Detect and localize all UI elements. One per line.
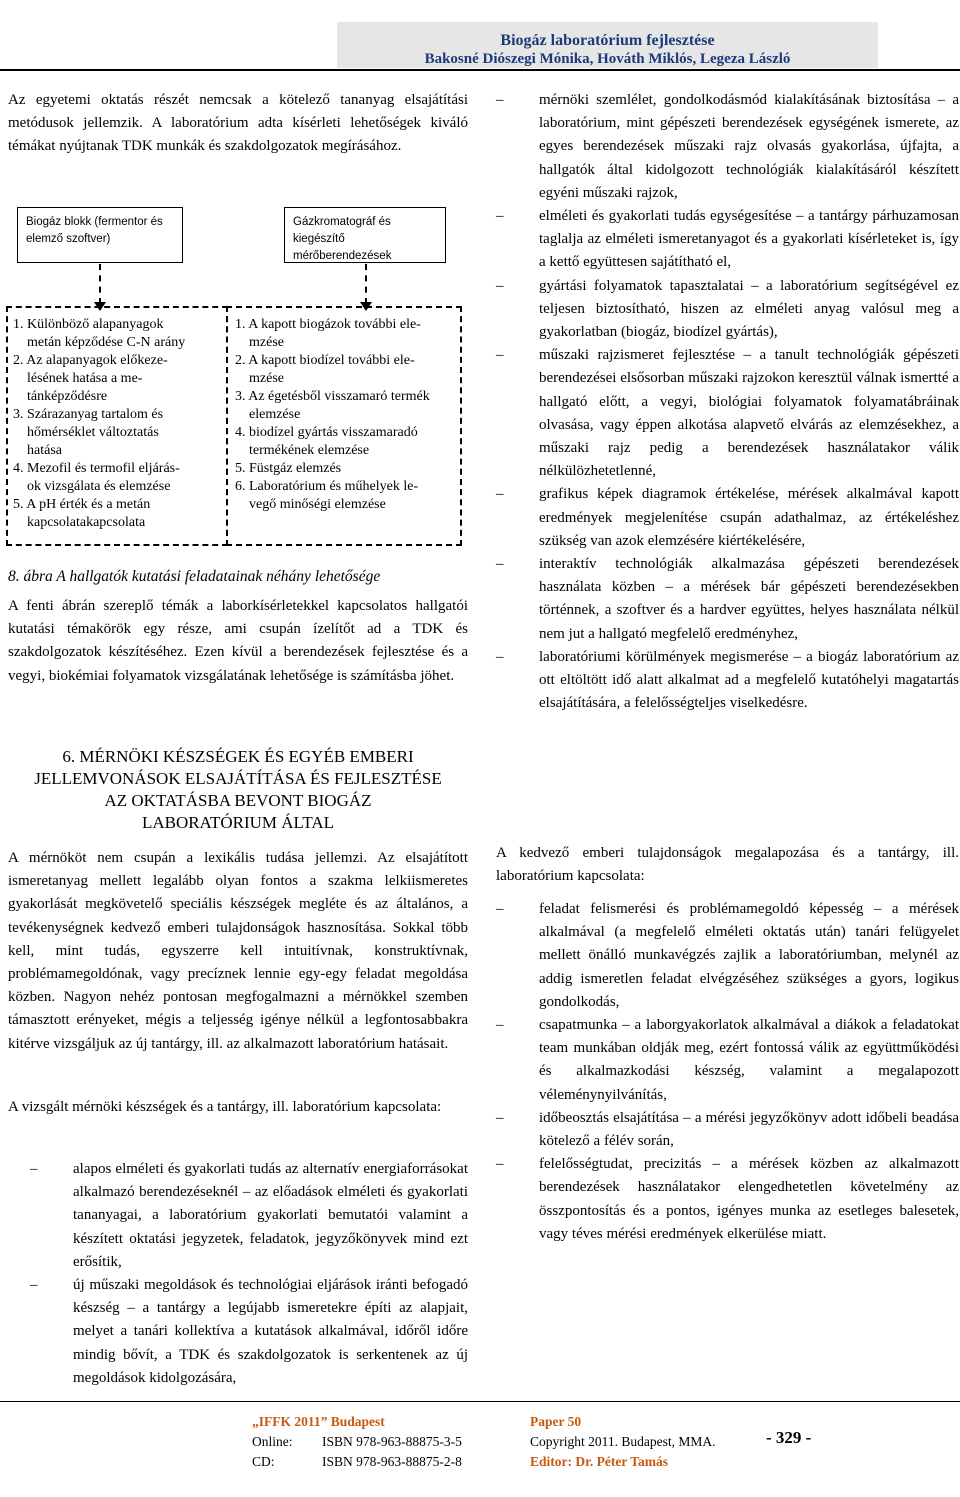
list-item: 6. Laboratórium és műhelyek le- [235, 479, 419, 494]
list-item: 2. A kapott biodízel további ele- [235, 353, 415, 368]
bullet-text: felelősségtudat, precizitás – a mérések közben az alkalmazott berendezések használatakor elengedhetetlen követelmény az összpontosítás és a pontos, igényes munka az esetleges balesetek, vagy téves mérési eredmények elkerülése miatt. [539, 1156, 959, 1242]
footer-cd [252, 1452, 532, 1472]
list-item: – gyártási folyamatok tapasztalatai – a laboratórium segítségével ez teljesen biztosítható, hiszen az elméleti anyag valósul meg a gyakorlatban (biogáz, biodízel gyártás), [496, 277, 959, 341]
list-item: ok vizsgálata és elemzése [27, 479, 171, 494]
list-item: 3. Szárazanyag tartalom és [13, 407, 164, 422]
list-item: metán képződése C-N arány [27, 335, 186, 350]
intro-paragraph: Az egyetemi oktatás részét nemcsak a kötelező tananyag elsajátítási metódusok jellemzik. A laboratórium adta kísérleti lehetőségek kiváló témákat nyújtanak TDK munkák és szakdolgozatok megírásához. [8, 92, 468, 155]
list-item: kapcsolatakapcsolata [27, 515, 146, 530]
list-item: elemzése [249, 407, 301, 422]
list-item: vegő minőségi elemzése [249, 497, 386, 512]
right-bullets-1 [496, 89, 959, 715]
arrow-left-line [99, 264, 101, 304]
footer-cd-label: CD: [252, 1454, 275, 1469]
list-item: – grafikus képek diagramok értékelése, mérések alkalmával kapott eredmények megjelenítése csupán adathalmaz, az értékeléshez szükség van azok elemzésére kiértékelésére, [496, 486, 959, 549]
bullet-text: laboratóriumi körülmények megismerése – a biogáz laboratórium az ott eltöltött idő alatt alkalmat ad a megfelelő kutatóhelyi magatartás elsajátítására, a felelősségteljes viselkedésre. [539, 648, 959, 712]
list-item: – mérnöki szemlélet, gondolkodásmód kialakításának biztosítása – a laboratórium, mint gépészeti berendezések egységének ismerete, az egyes berendezések műszaki rajz olvasás gyakorlása, újfajta, a hallgatók által kidolgozott technológiák kialakításáról készített egyéni műszaki rajzok, [496, 92, 959, 201]
list-item: – feladat felismerési és problémamegoldó képesség – a mérések alkalmával (a megfelelő elméleti oktatás után) tanári felügyelet mellett önálló munkavégzés zajlik a laboratóriumban, melynél az addig ismeretlen feladat elvégzéséhez szükséges a gyors, logikus gondolkodás, [496, 901, 959, 1010]
list-item: 4. biodízel gyártás visszamaradó [235, 425, 418, 440]
left-intro [8, 89, 468, 159]
paragraph: A mérnököt nem csupán a lexikális tudása jellemzi. Az elsajátított ismeretanyag mellett legalább olyan fontos a szakma lelkiismeretes gyakorlását megkövetelő speciális készségek megléte és az általános, a tevékenységnek kedvező emberi tulajdonságok hasznosítása. Sokkal több kell, mint tudás, egyszerre kell intuitívnak, konstruktívnak, problémamegoldónak, vagy precíznek lennie egy-egy feladat megoldása közben. Nagyon nehéz pontosan megfogalmazni a mérnökkel szemben támasztott erényeket, mégis a teljesség igénye nélkül a legfontosabbakra kitérve vizsgáljuk az új tantárgy, ill. az alkalmazott laboratórium hatásait. [8, 850, 468, 1052]
header-rule [0, 69, 960, 71]
diagram-box-biogas: Biogáz blokk (fermentor és elemző szoftver) [17, 207, 183, 263]
right-para [496, 842, 959, 888]
bullet-text: mérnöki szemlélet, gondolkodásmód kialakításának biztosítása – a laboratórium, mint gépészeti berendezések egységének ismerete, az egyes berendezések műszaki rajz olvasás gyakorlása, újfajta, a hallgatók által kidolgozott technológiák kialakításáról készített egyéni műszaki rajzok, [539, 92, 959, 201]
list-item: – elméleti és gyakorlati tudás egységesítése – a tantárgy párhuzamosan taglalja az elméleti ismeretanyagot és a gyakorlati kísérleteket is, így a kettő együttesen sajátítható el, [496, 208, 959, 271]
list-item: lésének hatása a me- [27, 371, 143, 386]
bullet-text: gyártási folyamatok tapasztalatai – a laboratórium segítségével ez teljesen biztosítható, hiszen az elméleti anyag valósul meg a gyakorlatban (biogáz, biodízel gyártás), [539, 277, 959, 341]
bullet-text: grafikus képek diagramok értékelése, mérések alkalmával kapott eredmények megjelenítése csupán adathalmaz, az értékeléshez szükség van azok elemzésére kiértékelésére, [539, 486, 959, 549]
right-bullets-2 [496, 898, 959, 1246]
left-para1 [8, 595, 468, 688]
paragraph: A kedvező emberi tulajdonságok megalapozása és a tantárgy, ill. laboratórium kapcsolata: [496, 845, 959, 885]
list-item: hőmérséklet változtatás [27, 425, 159, 440]
bullet-text: időbeosztás elsajátítása – a mérési jegyzőkönyv adott időbeli beadása kötelező a félév során, [539, 1109, 959, 1150]
section-heading-line: 6. MÉRNÖKI KÉSZSÉGEK ÉS EGYÉB EMBERI [62, 747, 414, 766]
footer-editor: Editor: Dr. Péter Tamás [530, 1454, 668, 1469]
paragraph: A vizsgált mérnöki készségek és a tantárgy, ill. laboratórium kapcsolata: [8, 1099, 442, 1115]
bullet-text: csapatmunka – a laborgyakorlatok alkalmával a diákok a feladatokat team munkában oldják meg, ezért fontossá válik az együttműködési és alkalmazkodási készség, valamint a megalapozott véleménynyilvánítás, [539, 1017, 959, 1103]
diagram-box-gc: Gázkromatográf és kiegészítő mérőberendezések [284, 207, 446, 263]
list-item: mzése [249, 335, 284, 350]
list-item: 5. Füstgáz elemzés [235, 461, 342, 476]
list-item: 3. Az égetésből visszamaró termék [235, 389, 430, 404]
footer-copyright: Copyright 2011. Budapest, MMA. [530, 1434, 716, 1449]
list-item: 1. Különböző alapanyagok [13, 317, 164, 332]
footer-rule [0, 1401, 960, 1402]
footer-right [530, 1412, 750, 1472]
list-item: – felelősségtudat, precizitás – a mérések közben az alkalmazott berendezések használatakor elengedhetetlen követelmény az összpontosítás és a pontos, igényes munka az esetleges balesetek, vagy téves mérési eredmények elkerülése miatt. [496, 1156, 959, 1242]
footer-paper: Paper 50 [530, 1414, 582, 1429]
list-item: 2. Az alapanyagok előkeze- [13, 353, 168, 368]
list-item: 4. Mezofil és termofil eljárás- [13, 461, 180, 476]
figure-caption: 8. ábra A hallgatók kutatási feladatainak néhány lehetősége [8, 568, 381, 585]
left-para3 [8, 1096, 468, 1119]
footer-online [252, 1432, 532, 1452]
footer-conference: „IFFK 2011” Budapest [252, 1414, 385, 1429]
footer-cd-isbn: ISBN 978-963-88875-2-8 [322, 1454, 462, 1469]
list-item: – alapos elméleti és gyakorlati tudás az alternatív energiaforrásokat alkalmazó berendezéseknél – az előadások elméleti és gyakorlati tananyagai, a laboratórium gyakorlati bemutatói valamint a készített oktatási jegyzetek, feladatok, jegyzőkönyvek mind ezt erősítik, [30, 1161, 468, 1270]
list-item: mzése [249, 371, 284, 386]
section-heading-line: AZ OKTATÁSBA BEVONT BIOGÁZ [104, 791, 372, 810]
list-item: – időbeosztás elsajátítása – a mérési jegyzőkönyv adott időbeli beadása kötelező a félév során, [496, 1109, 959, 1150]
footer-online-isbn: ISBN 978-963-88875-3-5 [322, 1434, 462, 1449]
page-number: - 329 - [766, 1428, 812, 1447]
section-heading [4, 746, 472, 834]
header-authors: Bakosné Diószegi Mónika, Hováth Miklós, Legeza László [424, 51, 791, 67]
list-item: 5. A pH érték és a metán [13, 497, 151, 512]
list-item: termékének elemzése [249, 443, 370, 458]
bullet-text: műszaki rajzismeret fejlesztése – a tanult technológiák gépészeti berendezései elsősorban műszaki rajzokon keresztül válnak ismertté a hallgató előtt, a vegyi, biológiai folyamatok folyamatábráinak olvasása, vagy éppen alkotása alapvető elvárás az elemzésekhez, a műszaki rajz pedig a berendezések használatakor válik nélkülözhetetlenné, [539, 347, 959, 480]
list-item: – műszaki rajzismeret fejlesztése – a tanult technológiák gépészeti berendezései elsősorban műszaki rajzokon keresztül válnak ismertté a hallgató előtt, a vegyi, biológiai folyamatok folyamatábráinak olvasása, vagy éppen alkotása alapvető elvárás az elemzésekhez, a műszaki rajz pedig a berendezések használatakor válik nélkülözhetetlenné, [496, 347, 959, 480]
list-item: 1. A kapott biogázok további ele- [235, 317, 421, 332]
footer-left [252, 1412, 532, 1472]
footer-online-label: Online: [252, 1434, 293, 1449]
bullet-text: feladat felismerési és problémamegoldó képesség – a mérések alkalmával (a megfelelő elméleti oktatás után) tanári felügyelet mellett önálló munkavégzés zajlik a laboratóriumban, melynél az addig ismeretlen feladat elvégzéséhez szükséges a gyors, logikus gondolkodás, [539, 901, 959, 1010]
paragraph: A fenti ábrán szereplő témák a laborkísérletekkel kapcsolatos hallgatói kutatási témakörök egy része, ami csupán ízelítőt ad a TDK és szakdolgozatok készítéséhez. Ezen kívül a berendezések fejlesztése és a vegyi, biokémiai folyamatok vizsgálatának lehetősége is számításba jöhet. [8, 598, 468, 684]
diagram-list-right [235, 316, 460, 514]
diagram-list-left [13, 316, 223, 532]
list-item: – laboratóriumi körülmények megismerése – a biogáz laboratórium az ott eltöltött idő alatt alkalmat ad a megfelelő kutatóhelyi magatartás elsajátítására, a felelősségteljes viselkedésre. [496, 648, 959, 712]
list-item: – új műszaki megoldások és technológiai eljárások iránti befogadó készség – a tantárgy a legújabb ismeretekre építi az alapjait, melyet a tanári kollektíva a kutatások alkalmával, időről időre mindig bővít, a TDK és szakdolgozatok is serkentenek az új megoldások kidolgozására, [30, 1277, 468, 1386]
bullet-text: alapos elméleti és gyakorlati tudás az alternatív energiaforrásokat alkalmazó berendezéseknél – az előadások elméleti és gyakorlati tananyagai, a laboratórium gyakorlati bemutatói valamint a készített oktatási jegyzetek, feladatok, jegyzőkönyvek mind ezt erősítik, [73, 1161, 468, 1270]
bullet-text: új műszaki megoldások és technológiai eljárások iránti befogadó készség – a tantárgy a legújabb ismeretekre építi az alapjait, melyet a tanári kollektíva a kutatások alkalmával, időről időre mindig bővít, a TDK és szakdolgozatok is serkentenek az új megoldások kidolgozására, [73, 1277, 468, 1386]
left-para2 [8, 847, 468, 1056]
bullet-text: interaktív technológiák alkalmazása gépészeti berendezések használata közben – a mérések bár gépészeti berendezésekben történnek, a szoftver és a hardver együttes, helyes használata nélkül nem jut a hallgató megfelelő eredményhez, [539, 556, 959, 642]
section-heading-line: LABORATÓRIUM ÁLTAL [141, 813, 335, 832]
list-item: hatása [27, 443, 62, 458]
page-header [337, 22, 878, 68]
left-bullets [30, 1158, 468, 1390]
header-title: Biogáz laboratórium fejlesztése [500, 32, 715, 49]
section-heading-line: JELLEMVONÁSOK ELSAJÁTÍTÁSA ÉS FEJLESZTÉSE [34, 769, 442, 788]
list-item: – csapatmunka – a laborgyakorlatok alkalmával a diákok a feladatokat team munkában oldják meg, ezért fontossá válik az együttműködési és alkalmazkodási készség, valamint a megalapozott véleménynyilvánítás, [496, 1017, 959, 1103]
list-item: – interaktív technológiák alkalmazása gépészeti berendezések használata közben – a mérések bár gépészeti berendezésekben történnek, a szoftver és a hardver együttes, helyes használata nélkül nem jut a hallgató megfelelő eredményhez, [496, 556, 959, 642]
bullet-text: elméleti és gyakorlati tudás egységesítése – a tantárgy párhuzamosan taglalja az elméleti ismeretanyagot és a gyakorlati kísérleteket is, így a kettő együttesen sajátítható el, [539, 208, 959, 271]
list-item: tánképződésre [27, 389, 108, 404]
arrow-right-line [365, 264, 367, 304]
